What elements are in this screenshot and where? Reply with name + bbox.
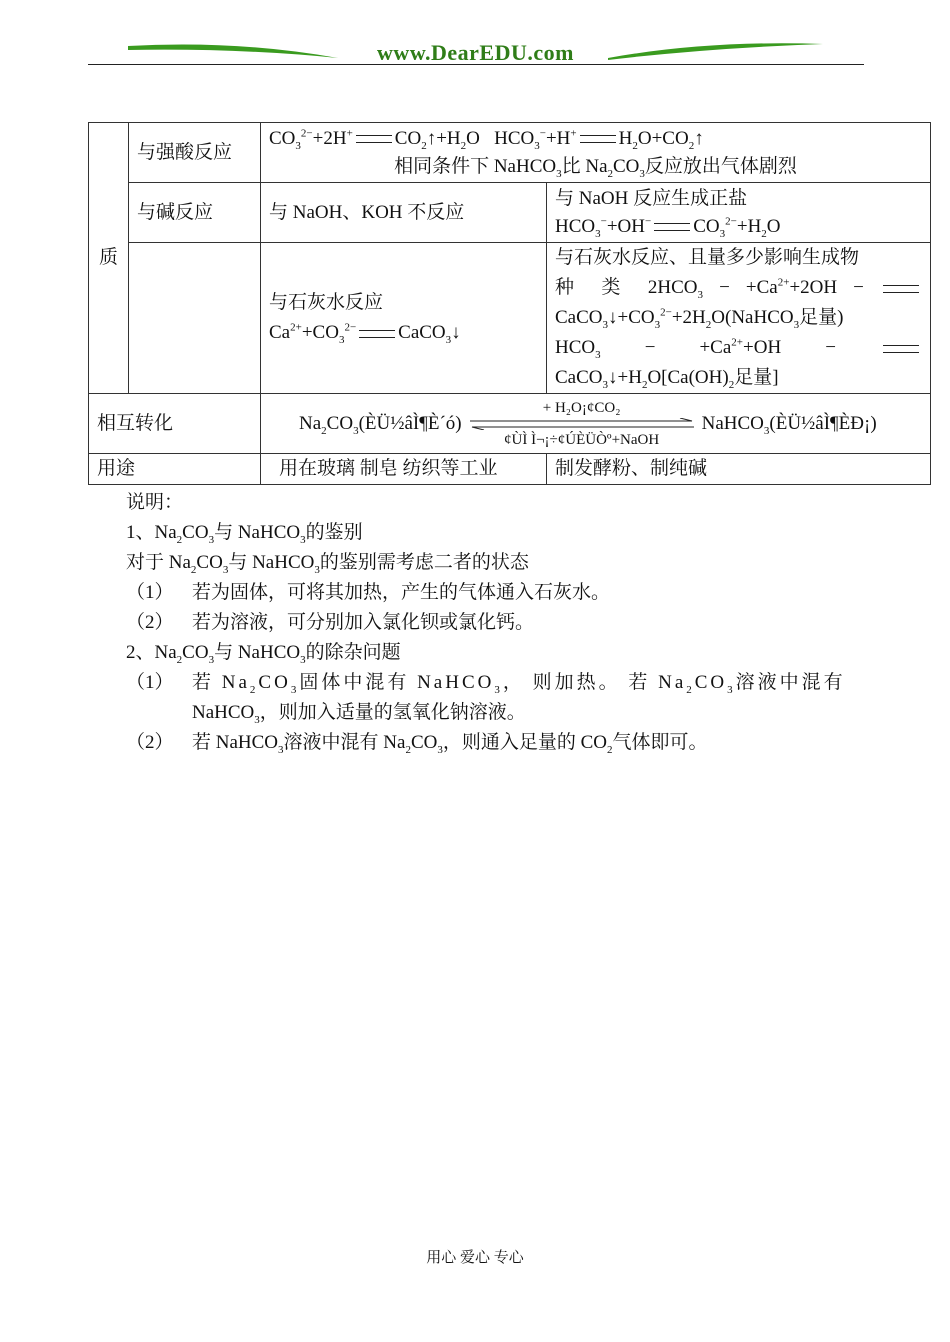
use-right-cell: 制发酵粉、制纯碱 — [547, 454, 931, 485]
header-divider — [88, 64, 864, 65]
equals-sign-icon — [359, 330, 395, 338]
row-label: 用途 — [89, 454, 261, 485]
lime-right-line: $CaCO_3↓+H_2O[Ca(OH)_2$足量] — [555, 367, 779, 391]
list-item: （1） 若 $Na_2CO_3$固体中混有 NaHCO$_3$， 则加热。 若 $Na_2CO_3$溶液中混有 — [126, 672, 846, 696]
acid-equations: $CO_3^{2-}+2H^+$ $CO_2↑+H_2O$ $HCO_3^-+H^+$ $H_2O+CO_2↑$ — [269, 127, 704, 152]
site-logo-text[interactable]: www.DearEDU.com — [377, 40, 574, 65]
lime-left-equation: $Ca^{2+}+CO_3^{2-}$ CaCO$_3$↓ — [269, 321, 461, 346]
row-label: 相互转化 — [89, 394, 261, 454]
conversion-cell — [261, 394, 931, 454]
equals-sign-icon — [654, 223, 690, 231]
list-item: （2） 若 NaHCO$_3$溶液中混有 $Na_2CO_3$，则通入足量的 $CO_2$气体即可。 — [126, 732, 708, 756]
use-left-cell: 用在玻璃 制皂 纺织等工业 — [261, 454, 547, 485]
row-label: 与强酸反应 — [129, 123, 261, 183]
acid-note: 相同条件下 NaHCO$_3$比 $Na_2CO_3$反应放出气体剧烈 — [394, 155, 797, 180]
lime-left-line: 与石灰水反应 — [269, 292, 384, 313]
table-row — [89, 394, 931, 454]
base-right-equation: $HCO_3^-+OH^-$ $CO_3^{2-}+H_2O$ — [555, 215, 781, 240]
base-right-line: 与 NaOH 反应生成正盐 — [555, 187, 748, 209]
list-item: （2） 若为溶液，可分别加入氯化钡或氯化钙。 — [126, 612, 535, 633]
equals-sign-icon — [883, 285, 919, 293]
table-row — [89, 243, 931, 394]
section-intro: 对于 $Na_2CO_3$与 NaHCO$_3$的鉴别需考虑二者的状态 — [126, 552, 529, 576]
lime-right-line: $HCO_3 - +Ca^{2+}+OH$ − — [555, 333, 922, 363]
list-item: （1） 若为固体，可将其加热，产生的气体通入石灰水。 — [126, 582, 611, 603]
equals-sign-icon — [580, 135, 616, 143]
lime-right-line: 与石灰水反应、且量多少影响生成物 — [555, 247, 860, 268]
conversion-equation: $Na_2CO_3(ÈÜ\frac{1}{2}âÌ\P È´ó)$ + H₂O¡¢CO₂ ¢ÙÌ Ì¬¡÷¢ÚÈÜÒº+NaOH NaHCO$_3$(ÈÜ½âÌ¶ÈÐ¡) — [299, 399, 877, 448]
base-left-cell: 与 NaOH、KOH 不反应 — [261, 183, 547, 243]
side-label: 质 — [98, 247, 118, 268]
lime-right-line: 种 类 $2HCO_3 - +Ca^{2+}+2OH$ − — [555, 273, 922, 303]
base-right-cell — [547, 183, 931, 243]
row-label-empty — [129, 243, 261, 394]
section-heading: 1、$Na_2CO_3$与 NaHCO$_3$的鉴别 — [126, 522, 363, 546]
arrow-top-condition: + H₂O¡¢CO₂ — [542, 399, 621, 416]
lime-right-line: $CaCO_3↓+CO_3^{2-}+2H_2O(NaHCO_3$足量) — [555, 306, 844, 331]
lime-right-cell — [547, 243, 931, 394]
table-row — [89, 123, 931, 183]
reversible-arrow — [468, 399, 696, 449]
acid-reaction-cell — [261, 123, 931, 183]
equals-sign-icon — [356, 135, 392, 143]
section-heading: 2、$Na_2CO_3$与 NaHCO$_3$的除杂问题 — [126, 642, 401, 666]
lime-left-cell — [261, 243, 547, 394]
list-item-continuation: NaHCO$_3$，则加入适量的氢氧化钠溶液。 — [192, 702, 526, 726]
notes-title: 说明： — [126, 492, 184, 513]
explanation-notes — [126, 488, 866, 758]
properties-table — [88, 122, 931, 485]
row-label: 与碱反应 — [129, 183, 261, 243]
side-label-cell — [89, 123, 129, 394]
arrow-bottom-condition: ¢ÙÌ Ì¬¡÷¢ÚÈÜÒº+NaOH — [504, 431, 660, 448]
table-row — [89, 183, 931, 243]
page-footer: 用心 爱心 专心 — [426, 1250, 524, 1266]
equals-sign-icon — [883, 345, 919, 353]
reversible-arrow-icon — [468, 418, 696, 430]
table-row — [89, 454, 931, 485]
